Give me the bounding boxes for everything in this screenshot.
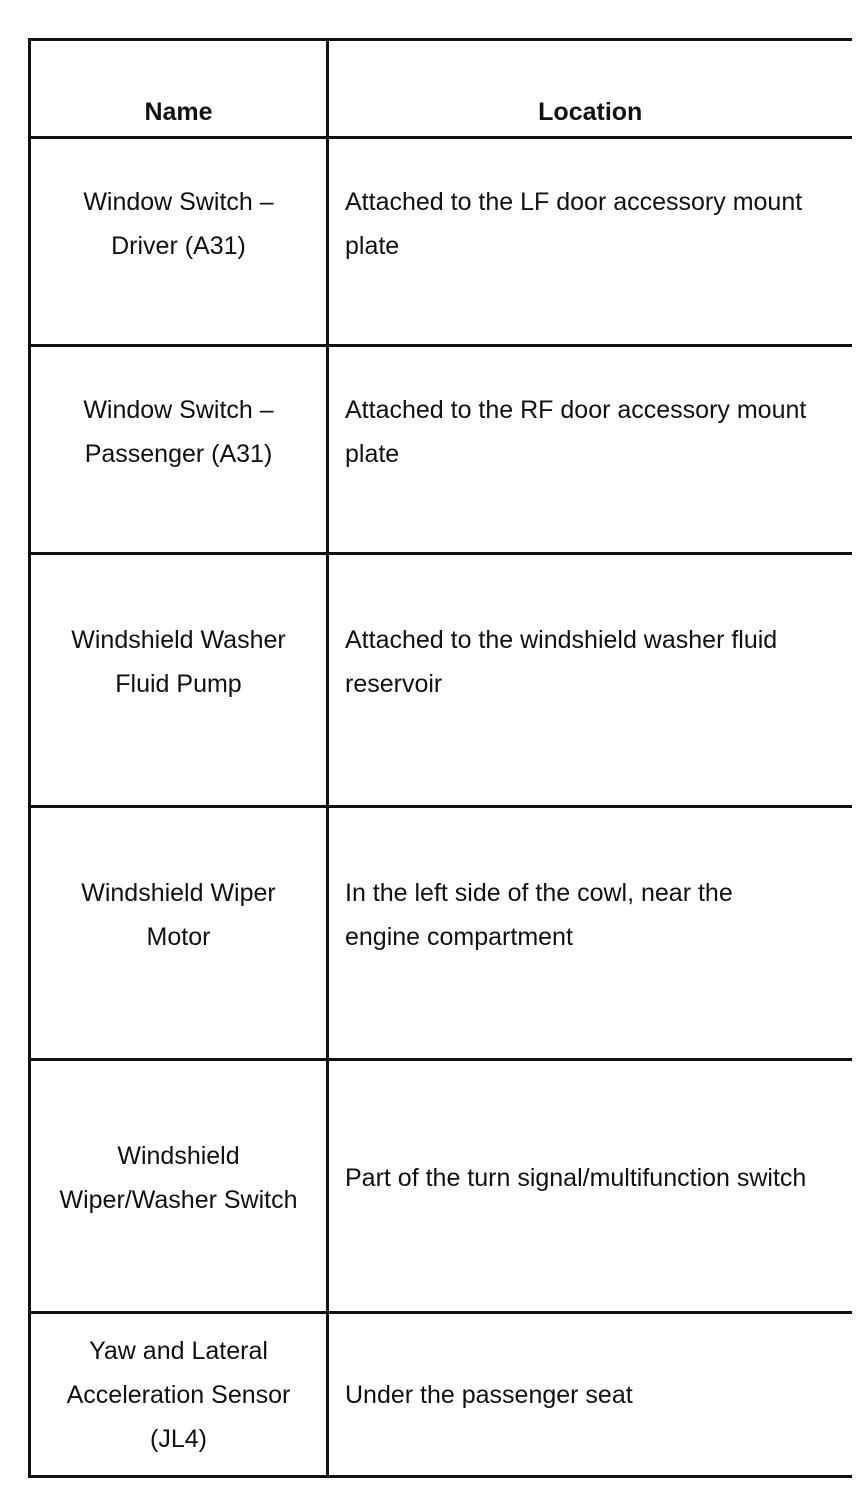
table-row <box>30 1313 852 1477</box>
table-row <box>30 1060 852 1313</box>
component-name: Window Switch – Passenger (A31) <box>83 395 274 468</box>
table-row <box>30 138 852 346</box>
name-cell <box>30 138 328 346</box>
component-name: Yaw and Lateral Acceleration Sensor (JL4) <box>66 1336 291 1453</box>
name-cell <box>30 1313 328 1477</box>
location-cell <box>328 807 852 1060</box>
component-location: Attached to the LF door accessory mount plate <box>345 187 803 260</box>
component-location: Part of the turn signal/multifunction switch <box>345 1164 807 1192</box>
location-cell <box>328 138 852 346</box>
name-cell <box>30 807 328 1060</box>
location-cell <box>328 1060 852 1313</box>
header-location-label: Location <box>538 98 643 126</box>
header-name <box>30 40 328 138</box>
component-name: Window Switch – Driver (A31) <box>83 187 274 260</box>
component-location: Attached to the windshield washer fluid reservoir <box>345 626 778 698</box>
component-name: Windshield Wiper Motor <box>81 879 276 951</box>
component-name: Windshield Washer Fluid Pump <box>71 626 286 698</box>
component-location-table <box>28 38 852 1478</box>
component-location: In the left side of the cowl, near the engine compartment <box>345 879 733 951</box>
component-location: Under the passenger seat <box>345 1380 633 1409</box>
header-location <box>328 40 852 138</box>
location-cell <box>328 346 852 554</box>
component-name: Windshield Wiper/Washer Switch <box>59 1142 298 1214</box>
name-cell <box>30 554 328 807</box>
table-row <box>30 346 852 554</box>
name-cell <box>30 346 328 554</box>
location-cell <box>328 1313 852 1477</box>
component-location: Attached to the RF door accessory mount plate <box>345 395 807 468</box>
name-cell <box>30 1060 328 1313</box>
location-cell <box>328 554 852 807</box>
table-row <box>30 807 852 1060</box>
table-row <box>30 554 852 807</box>
header-name-label: Name <box>144 98 213 126</box>
header-row <box>30 40 852 138</box>
